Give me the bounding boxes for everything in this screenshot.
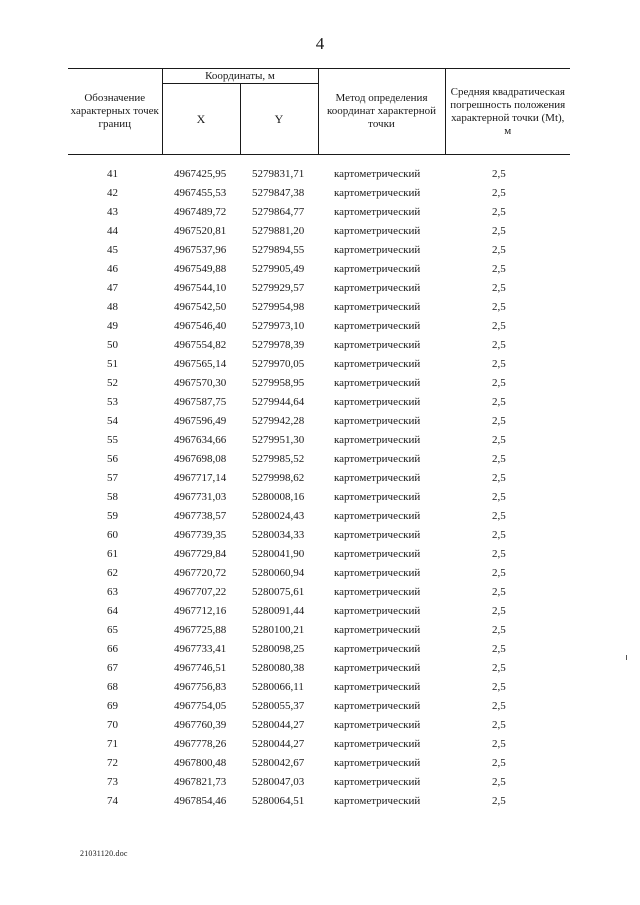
point-number-cell: 66 (107, 642, 118, 655)
coordinate-y-cell: 5280098,25 (252, 642, 305, 655)
coordinate-y-cell: 5279958,95 (252, 376, 305, 389)
coordinate-y-cell: 5279951,30 (252, 433, 305, 446)
coordinate-x-cell: 4967537,96 (174, 243, 227, 256)
accuracy-cell: 2,5 (492, 414, 506, 427)
coordinate-x-cell: 4967821,73 (174, 775, 227, 788)
coordinate-y-cell: 5280044,27 (252, 737, 305, 750)
coordinate-y-cell: 5280055,37 (252, 699, 305, 712)
coordinate-x-cell: 4967754,05 (174, 699, 227, 712)
method-cell: картометрический (334, 281, 421, 294)
table-row (68, 297, 570, 316)
table-row (68, 582, 570, 601)
coordinate-x-cell: 4967712,16 (174, 604, 227, 617)
coordinate-y-cell: 5279831,71 (252, 167, 305, 180)
method-cell: картометрический (334, 756, 421, 769)
method-cell: картометрический (334, 186, 421, 199)
point-number-cell: 47 (107, 281, 118, 294)
accuracy-cell: 2,5 (492, 205, 506, 218)
coordinate-y-cell: 5280060,94 (252, 566, 305, 579)
coordinate-x-cell: 4967854,46 (174, 794, 227, 807)
accuracy-cell: 2,5 (492, 661, 506, 674)
point-number-cell: 48 (107, 300, 118, 313)
table-row (68, 316, 570, 335)
method-cell: картометрический (334, 471, 421, 484)
accuracy-cell: 2,5 (492, 471, 506, 484)
footer-file-name: 21031120.doc (80, 849, 128, 858)
point-number-cell: 73 (107, 775, 118, 788)
coordinate-x-cell: 4967731,03 (174, 490, 227, 503)
point-number-cell: 58 (107, 490, 118, 503)
point-number-cell: 44 (107, 224, 118, 237)
point-number-cell: 63 (107, 585, 118, 598)
method-cell: картометрический (334, 585, 421, 598)
method-cell: картометрический (334, 224, 421, 237)
accuracy-cell: 2,5 (492, 623, 506, 636)
table-row (68, 715, 570, 734)
method-cell: картометрический (334, 547, 421, 560)
method-cell: картометрический (334, 623, 421, 636)
point-number-cell: 59 (107, 509, 118, 522)
accuracy-cell: 2,5 (492, 490, 506, 503)
method-cell: картометрический (334, 262, 421, 275)
point-number-cell: 52 (107, 376, 118, 389)
table-row (68, 544, 570, 563)
point-number-cell: 65 (107, 623, 118, 636)
point-number-cell: 51 (107, 357, 118, 370)
point-number-cell: 54 (107, 414, 118, 427)
table-row (68, 335, 570, 354)
accuracy-cell: 2,5 (492, 642, 506, 655)
coordinate-x-cell: 4967634,66 (174, 433, 227, 446)
header-accuracy: Средняя квадратическая погрешность положения характерной точки (Mt), м (445, 69, 570, 155)
accuracy-cell: 2,5 (492, 718, 506, 731)
table-row (68, 354, 570, 373)
accuracy-cell: 2,5 (492, 604, 506, 617)
method-cell: картометрический (334, 490, 421, 503)
accuracy-cell: 2,5 (492, 376, 506, 389)
accuracy-cell: 2,5 (492, 509, 506, 522)
table-row (68, 411, 570, 430)
coordinate-y-cell: 5279894,55 (252, 243, 305, 256)
table-row (68, 563, 570, 582)
table-row (68, 392, 570, 411)
coordinate-y-cell: 5279954,98 (252, 300, 305, 313)
coordinate-x-cell: 4967546,40 (174, 319, 227, 332)
table-row (68, 278, 570, 297)
method-cell: картометрический (334, 642, 421, 655)
coordinate-y-cell: 5280075,61 (252, 585, 305, 598)
table-row (68, 164, 570, 183)
table-header (68, 69, 570, 155)
table-row (68, 658, 570, 677)
coordinate-y-cell: 5279978,39 (252, 338, 305, 351)
coordinate-x-cell: 4967425,95 (174, 167, 227, 180)
method-cell: картометрический (334, 566, 421, 579)
method-cell: картометрический (334, 661, 421, 674)
point-number-cell: 46 (107, 262, 118, 275)
accuracy-cell: 2,5 (492, 794, 506, 807)
method-cell: картометрический (334, 395, 421, 408)
table-row (68, 487, 570, 506)
point-number-cell: 70 (107, 718, 118, 731)
table-row (68, 601, 570, 620)
coordinate-y-cell: 5280024,43 (252, 509, 305, 522)
coordinate-y-cell: 5280066,11 (252, 680, 304, 693)
header-y: Y (240, 84, 318, 155)
method-cell: картометрический (334, 775, 421, 788)
coordinate-y-cell: 5280041,90 (252, 547, 305, 560)
table-row (68, 677, 570, 696)
coordinate-y-cell: 5279970,05 (252, 357, 305, 370)
table-row (68, 753, 570, 772)
coordinate-y-cell: 5279929,57 (252, 281, 305, 294)
point-number-cell: 67 (107, 661, 118, 674)
table-row (68, 696, 570, 715)
method-cell: картометрический (334, 509, 421, 522)
point-number-cell: 64 (107, 604, 118, 617)
accuracy-cell: 2,5 (492, 186, 506, 199)
table-row (68, 183, 570, 202)
coordinate-y-cell: 5279985,52 (252, 452, 305, 465)
table-row (68, 791, 570, 810)
coordinate-x-cell: 4967729,84 (174, 547, 227, 560)
accuracy-cell: 2,5 (492, 224, 506, 237)
coordinate-y-cell: 5279881,20 (252, 224, 305, 237)
method-cell: картометрический (334, 319, 421, 332)
table-row (68, 734, 570, 753)
method-cell: картометрический (334, 604, 421, 617)
point-number-cell: 60 (107, 528, 118, 541)
table-row (68, 525, 570, 544)
table-row (68, 772, 570, 791)
accuracy-cell: 2,5 (492, 680, 506, 693)
header-coordinates-group: Координаты, м (162, 69, 318, 84)
coordinate-y-cell: 5280034,33 (252, 528, 305, 541)
method-cell: картометрический (334, 376, 421, 389)
method-cell: картометрический (334, 243, 421, 256)
table-row (68, 430, 570, 449)
method-cell: картометрический (334, 167, 421, 180)
table-row (68, 449, 570, 468)
method-cell: картометрический (334, 718, 421, 731)
coordinate-x-cell: 4967544,10 (174, 281, 227, 294)
coordinate-y-cell: 5280042,67 (252, 756, 305, 769)
coordinate-x-cell: 4967800,48 (174, 756, 227, 769)
coordinate-y-cell: 5280064,51 (252, 794, 305, 807)
header-designation: Обозначение характерных точек границ (68, 69, 162, 155)
method-cell: картометрический (334, 338, 421, 351)
method-cell: картометрический (334, 699, 421, 712)
method-cell: картометрический (334, 452, 421, 465)
coordinate-x-cell: 4967720,72 (174, 566, 227, 579)
point-number-cell: 69 (107, 699, 118, 712)
coordinate-y-cell: 5280047,03 (252, 775, 305, 788)
coordinate-x-cell: 4967707,22 (174, 585, 227, 598)
coordinate-x-cell: 4967489,72 (174, 205, 227, 218)
method-cell: картометрический (334, 680, 421, 693)
table-row (68, 373, 570, 392)
coordinate-x-cell: 4967739,35 (174, 528, 227, 541)
point-number-cell: 71 (107, 737, 118, 750)
coordinate-y-cell: 5279942,28 (252, 414, 305, 427)
accuracy-cell: 2,5 (492, 775, 506, 788)
coordinate-x-cell: 4967587,75 (174, 395, 227, 408)
accuracy-cell: 2,5 (492, 243, 506, 256)
accuracy-cell: 2,5 (492, 433, 506, 446)
header-method: Метод определения координат характерной точки (318, 69, 445, 155)
table-row (68, 620, 570, 639)
coordinate-x-cell: 4967733,41 (174, 642, 227, 655)
coordinate-x-cell: 4967717,14 (174, 471, 227, 484)
method-cell: картометрический (334, 414, 421, 427)
point-number-cell: 68 (107, 680, 118, 693)
point-number-cell: 45 (107, 243, 118, 256)
method-cell: картометрический (334, 528, 421, 541)
accuracy-cell: 2,5 (492, 395, 506, 408)
point-number-cell: 53 (107, 395, 118, 408)
coordinate-x-cell: 4967756,83 (174, 680, 227, 693)
accuracy-cell: 2,5 (492, 699, 506, 712)
coordinate-y-cell: 5280044,27 (252, 718, 305, 731)
point-number-cell: 55 (107, 433, 118, 446)
accuracy-cell: 2,5 (492, 756, 506, 769)
coordinate-x-cell: 4967554,82 (174, 338, 227, 351)
scan-speck (626, 655, 627, 660)
point-number-cell: 41 (107, 167, 118, 180)
table-row (68, 221, 570, 240)
header-x: X (162, 84, 240, 155)
coordinate-y-cell: 5279905,49 (252, 262, 305, 275)
coordinate-x-cell: 4967760,39 (174, 718, 227, 731)
method-cell: картометрический (334, 357, 421, 370)
table-row (68, 468, 570, 487)
coordinate-x-cell: 4967520,81 (174, 224, 227, 237)
accuracy-cell: 2,5 (492, 452, 506, 465)
table-body (68, 155, 570, 811)
method-cell: картометрический (334, 300, 421, 313)
point-number-cell: 57 (107, 471, 118, 484)
point-number-cell: 43 (107, 205, 118, 218)
coordinate-x-cell: 4967698,08 (174, 452, 227, 465)
accuracy-cell: 2,5 (492, 167, 506, 180)
coordinate-x-cell: 4967725,88 (174, 623, 227, 636)
accuracy-cell: 2,5 (492, 547, 506, 560)
coordinate-x-cell: 4967596,49 (174, 414, 227, 427)
coordinate-y-cell: 5279998,62 (252, 471, 305, 484)
coordinate-x-cell: 4967570,30 (174, 376, 227, 389)
coordinate-y-cell: 5279973,10 (252, 319, 305, 332)
point-number-cell: 62 (107, 566, 118, 579)
coordinate-x-cell: 4967549,88 (174, 262, 227, 275)
point-number-cell: 61 (107, 547, 118, 560)
coordinate-y-cell: 5280080,38 (252, 661, 305, 674)
accuracy-cell: 2,5 (492, 281, 506, 294)
accuracy-cell: 2,5 (492, 262, 506, 275)
page-number: 4 (315, 34, 325, 53)
coordinate-y-cell: 5280091,44 (252, 604, 305, 617)
point-number-cell: 72 (107, 756, 118, 769)
table-row (68, 506, 570, 525)
coordinate-x-cell: 4967746,51 (174, 661, 227, 674)
coordinates-table (68, 68, 570, 810)
accuracy-cell: 2,5 (492, 737, 506, 750)
method-cell: картометрический (334, 433, 421, 446)
coordinate-x-cell: 4967738,57 (174, 509, 227, 522)
point-number-cell: 50 (107, 338, 118, 351)
coordinate-y-cell: 5279864,77 (252, 205, 305, 218)
point-number-cell: 49 (107, 319, 118, 332)
accuracy-cell: 2,5 (492, 338, 506, 351)
accuracy-cell: 2,5 (492, 585, 506, 598)
coordinate-y-cell: 5279944,64 (252, 395, 305, 408)
coordinate-x-cell: 4967542,50 (174, 300, 227, 313)
point-number-cell: 42 (107, 186, 118, 199)
method-cell: картометрический (334, 737, 421, 750)
coordinate-y-cell: 5280100,21 (252, 623, 305, 636)
table-row (68, 639, 570, 658)
coordinate-x-cell: 4967455,53 (174, 186, 227, 199)
method-cell: картометрический (334, 794, 421, 807)
coordinate-x-cell: 4967778,26 (174, 737, 227, 750)
header-spacer (68, 155, 570, 165)
accuracy-cell: 2,5 (492, 357, 506, 370)
accuracy-cell: 2,5 (492, 566, 506, 579)
point-number-cell: 74 (107, 794, 118, 807)
coordinate-y-cell: 5279847,38 (252, 186, 305, 199)
method-cell: картометрический (334, 205, 421, 218)
coordinate-x-cell: 4967565,14 (174, 357, 227, 370)
table-row (68, 259, 570, 278)
table-row (68, 202, 570, 221)
table-row (68, 240, 570, 259)
coordinate-y-cell: 5280008,16 (252, 490, 305, 503)
accuracy-cell: 2,5 (492, 300, 506, 313)
point-number-cell: 56 (107, 452, 118, 465)
accuracy-cell: 2,5 (492, 528, 506, 541)
accuracy-cell: 2,5 (492, 319, 506, 332)
